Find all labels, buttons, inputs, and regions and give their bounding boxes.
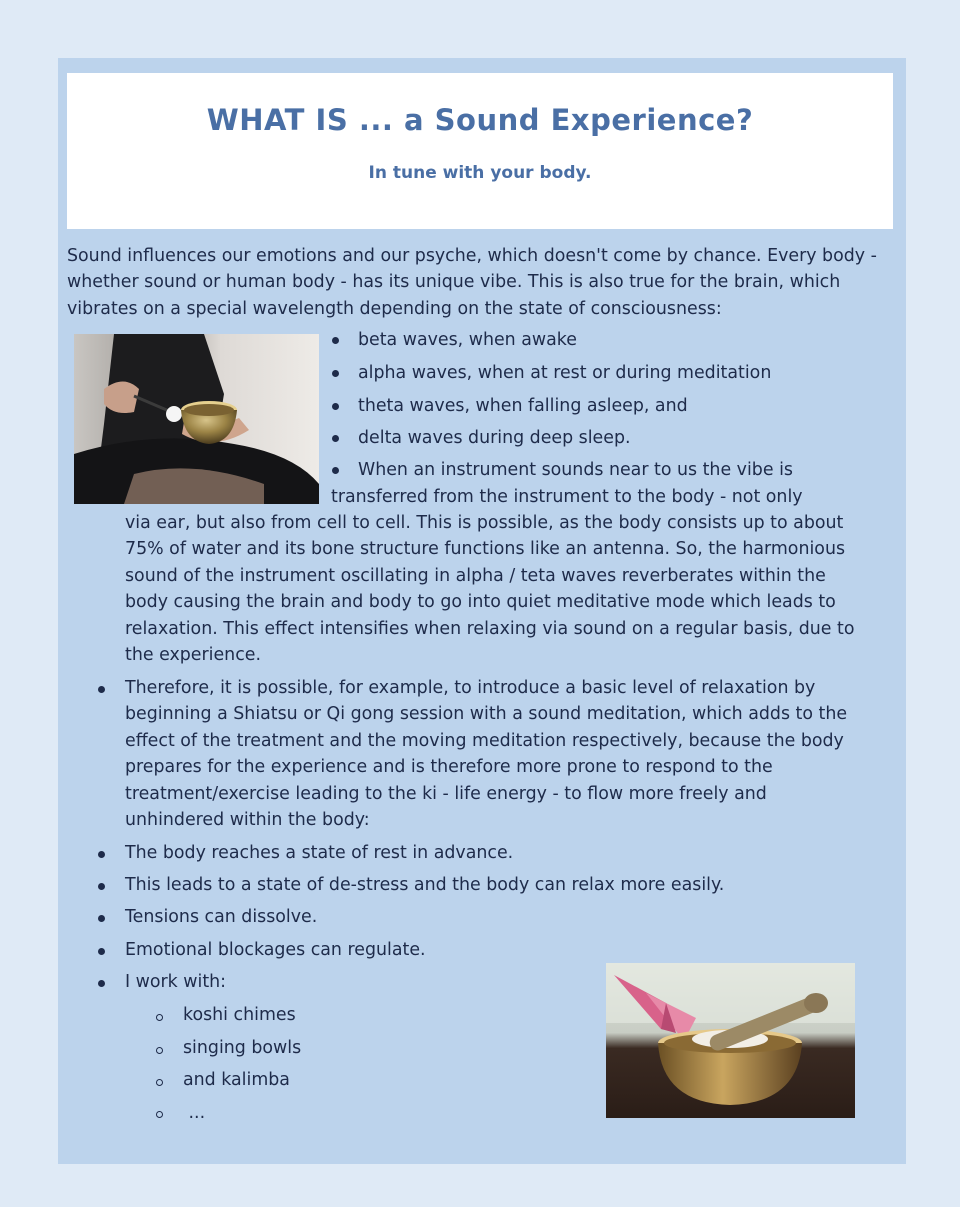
instrument-second-line: transferred from the instrument to the body - not only	[331, 487, 803, 507]
instrument-item-more: ...	[183, 1103, 206, 1123]
circle-bullet-icon	[156, 1079, 163, 1086]
bullet-icon	[332, 435, 339, 442]
circle-bullet-icon	[156, 1111, 163, 1118]
instrument-first-line: When an instrument sounds near to us the vibe is	[358, 460, 793, 480]
bullet-icon	[98, 686, 105, 693]
instrument-item-bowls: singing bowls	[183, 1038, 302, 1058]
singing-bowl-crane-photo	[606, 963, 855, 1118]
page-subtitle: In tune with your body.	[368, 163, 592, 183]
circle-bullet-icon	[156, 1014, 163, 1021]
singing-bowl-hand-photo	[74, 334, 319, 504]
benefit-item: The body reaches a state of rest in advance.	[125, 843, 514, 863]
instrument-item-kalimba: and kalimba	[183, 1070, 290, 1090]
bullet-icon	[98, 948, 105, 955]
circle-bullet-icon	[156, 1047, 163, 1054]
page-title: WHAT IS ... a Sound Experience?	[206, 103, 754, 137]
bullet-icon	[98, 980, 105, 987]
therefore-paragraph: Therefore, it is possible, for example, to introduce a basic level of relaxation by beginning a Shiatsu or Qi gong session with a sound meditation, which adds to the effect of the treatment and the moving meditation respectively, because the body prepares for the experience and is therefore more prone to respond to the treatment/exercise leading to the ki - life energy - to flow more freely and unhindered within the body:	[125, 678, 848, 831]
instrument-item-koshi: koshi chimes	[183, 1005, 296, 1025]
wave-item-beta: beta waves, when awake	[358, 330, 577, 350]
wave-item-theta: theta waves, when falling asleep, and	[358, 396, 688, 416]
header-box	[67, 73, 893, 229]
benefit-item: Emotional blockages can regulate.	[125, 940, 426, 960]
wave-item-delta: delta waves during deep sleep.	[358, 428, 631, 448]
benefit-item-work-with: I work with:	[125, 972, 227, 992]
bullet-icon	[332, 370, 339, 377]
benefit-item: This leads to a state of de-stress and the body can relax more easily.	[125, 875, 725, 895]
intro-paragraph: Sound influences our emotions and our psyche, which doesn't come by chance. Every body - whether sound or human body - has its unique vibe. This is also true for the brain, which vibrates on a special wavelength depending on the state of consciousness:	[67, 246, 877, 319]
bullet-icon	[98, 851, 105, 858]
bullet-icon	[332, 337, 339, 344]
wave-item-alpha: alpha waves, when at rest or during meditation	[358, 363, 772, 383]
bullet-icon	[332, 467, 339, 474]
benefit-item: Tensions can dissolve.	[125, 907, 318, 927]
instrument-paragraph: via ear, but also from cell to cell. This is possible, as the body consists up to about 75% of water and its bone structure functions like an antenna. So, the harmonious sound of the instrument oscillating in alpha / teta waves reverberates within the body causing the brain and body to go into quiet meditative mode which leads to relaxation. This effect intensifies when relaxing via sound on a regular basis, due to the experience.	[125, 513, 855, 666]
bullet-icon	[98, 915, 105, 922]
bullet-icon	[332, 403, 339, 410]
bullet-icon	[98, 883, 105, 890]
